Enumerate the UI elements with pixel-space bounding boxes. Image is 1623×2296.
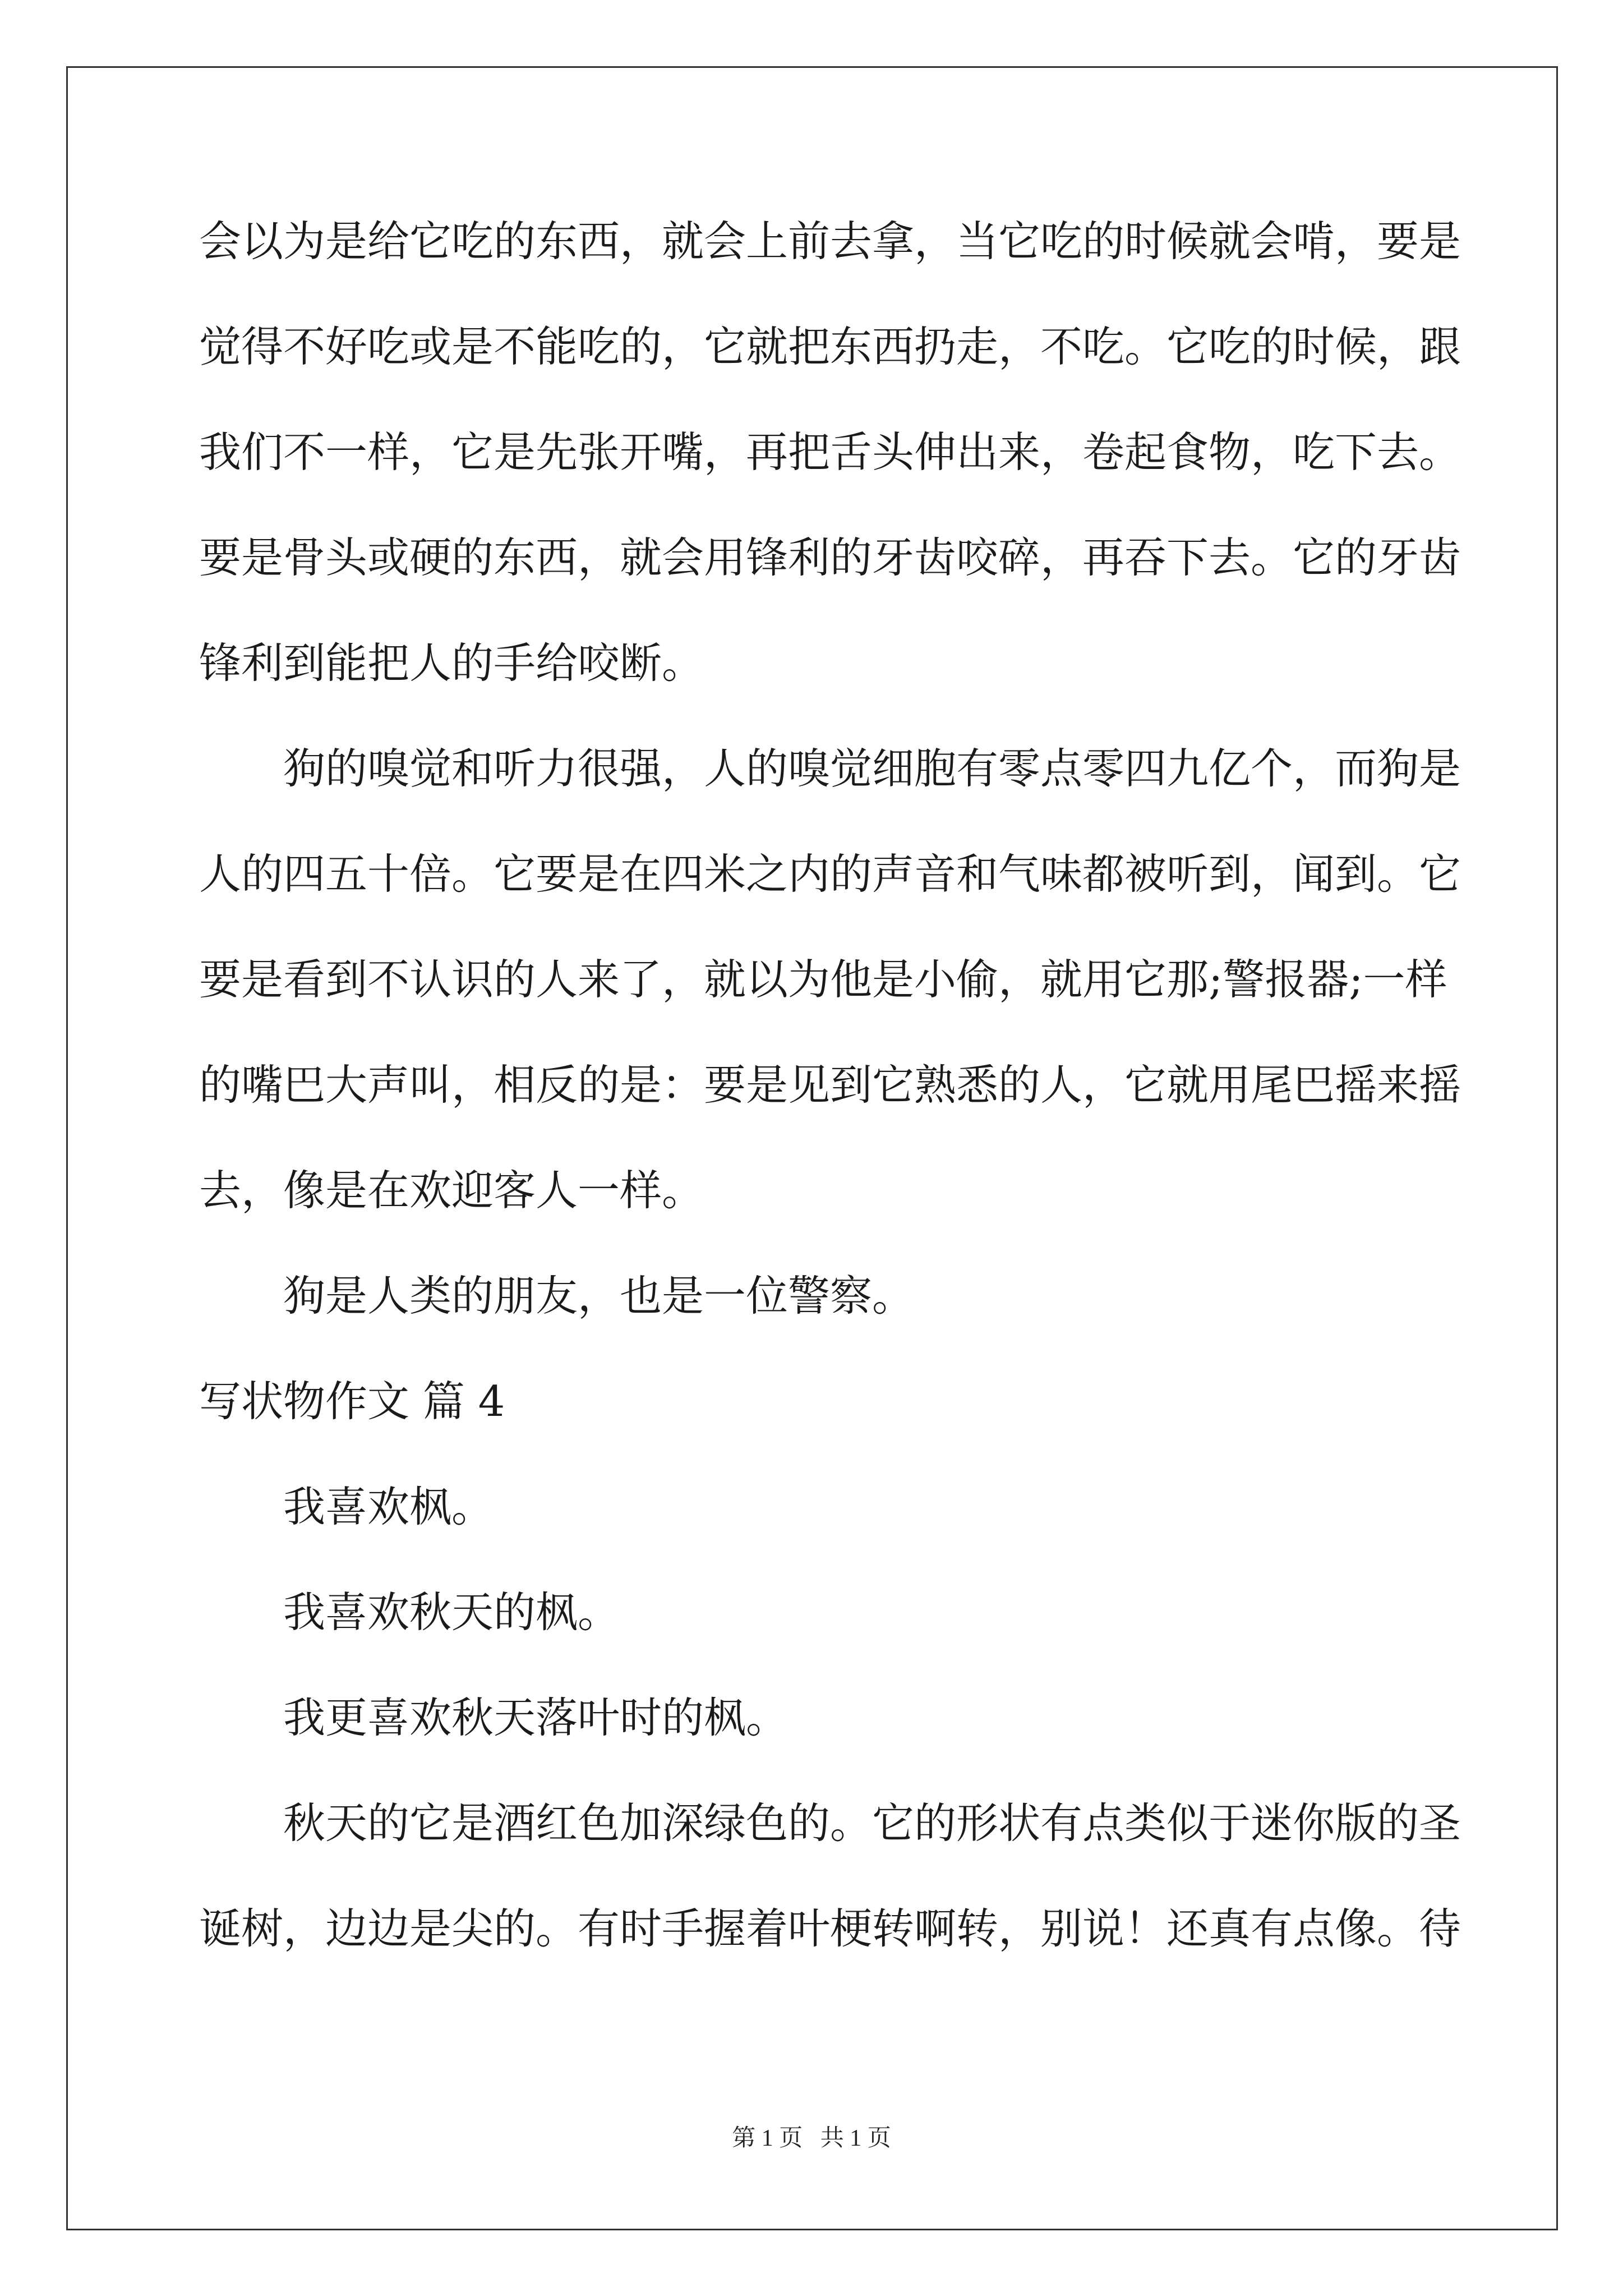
text-line: 觉得不好吃或是不能吃的，它就把东西扔走，不吃。它吃的时候，跟 bbox=[199, 322, 1461, 371]
paragraph-start-line: 狗的嗅觉和听力很强，人的嗅觉细胞有零点零四九亿个，而狗是 bbox=[283, 744, 1461, 793]
section-heading: 写状物作文 篇 4 bbox=[199, 1377, 505, 1426]
page-footer bbox=[0, 2122, 1623, 2155]
paragraph-start-line: 狗是人类的朋友，也是一位警察。 bbox=[283, 1271, 915, 1320]
paragraph-start-line: 我喜欢秋天的枫。 bbox=[283, 1588, 620, 1637]
text-line: 锋利到能把人的手给咬断。 bbox=[199, 638, 704, 688]
text-line: 我们不一样，它是先张开嘴，再把舌头伸出来，卷起食物，吃下去。 bbox=[199, 427, 1461, 477]
paragraph-start-line: 我喜欢枫。 bbox=[283, 1482, 494, 1531]
text-line: 要是骨头或硬的东西，就会用锋利的牙齿咬碎，再吞下去。它的牙齿 bbox=[199, 533, 1461, 582]
text-line: 的嘴巴大声叫，相反的是：要是见到它熟悉的人，它就用尾巴摇来摇 bbox=[199, 1060, 1461, 1110]
paragraph-start-line: 我更喜欢秋天落叶时的枫。 bbox=[283, 1693, 789, 1742]
page-total: 共 1 页 bbox=[820, 2125, 891, 2151]
text-line: 会以为是给它吃的东西，就会上前去拿，当它吃的时候就会啃，要是 bbox=[199, 217, 1461, 266]
page-number: 第 1 页 bbox=[732, 2125, 803, 2151]
text-line: 去，像是在欢迎客人一样。 bbox=[199, 1166, 704, 1215]
text-line: 人的四五十倍。它要是在四米之内的声音和气味都被听到，闻到。它 bbox=[199, 849, 1461, 899]
paragraph-start-line: 秋天的它是酒红色加深绿色的。它的形状有点类似于迷你版的圣 bbox=[283, 1798, 1461, 1848]
text-line: 诞树，边边是尖的。有时手握着叶梗转啊转，别说！还真有点像。待 bbox=[199, 1904, 1461, 1953]
text-line: 要是看到不认识的人来了，就以为他是小偷，就用它那;警报器;一样 bbox=[199, 955, 1447, 1004]
